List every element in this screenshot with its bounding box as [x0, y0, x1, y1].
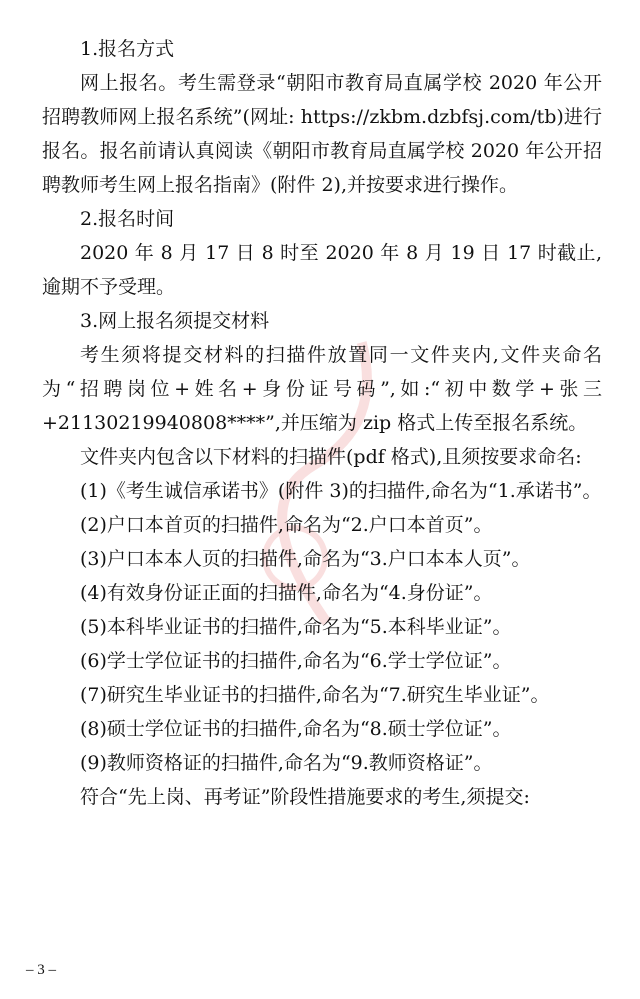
paragraph-registration-method: 网上报名。考生需登录“朝阳市教育局直属学校 2020 年公开招聘教师网上报名系统”(网址: https://zkbm.dzbfsj.com/tb)进行报名。报名前请认真阅读《朝阳市教育局直属学校 2020 年公开招聘教师考生网上报名指南》(附件 2),并按要求进行操作。 — [42, 72, 602, 196]
list-item-1: (1)《考生诚信承诺书》(附件 3)的扫描件,命名为“1.承诺书”。 — [80, 480, 602, 502]
paragraph-conditional-submission: 符合“先上岗、再考证”阶段性措施要求的考生,须提交: — [80, 786, 530, 808]
document-body — [42, 32, 602, 814]
section-heading-2: 2.报名时间 — [80, 208, 175, 230]
list-item-7: (7)研究生毕业证书的扫描件,命名为“7.研究生毕业证”。 — [80, 684, 550, 706]
section-heading-3: 3.网上报名须提交材料 — [80, 310, 270, 332]
section-heading-1: 1.报名方式 — [80, 38, 175, 60]
list-item-3: (3)户口本本人页的扫描件,命名为“3.户口本本人页”。 — [80, 548, 531, 570]
list-item-2: (2)户口本首页的扫描件,命名为“2.户口本首页”。 — [80, 514, 493, 536]
list-item-9: (9)教师资格证的扫描件,命名为“9.教师资格证”。 — [80, 752, 493, 774]
list-item-6: (6)学士学位证书的扫描件,命名为“6.学士学位证”。 — [80, 650, 512, 672]
paragraph-folder-contents: 文件夹内包含以下材料的扫描件(pdf 格式),且须按要求命名: — [80, 446, 582, 468]
paragraph-folder-instructions: 考生须将提交材料的扫描件放置同一文件夹内,文件夹命名为“招聘岗位+姓名+身份证号码”,如:“初中数学+张三+21130219940808****”,并压缩为 zip 格式上传至报名系统。 — [42, 344, 602, 434]
list-item-8: (8)硕士学位证书的扫描件,命名为“8.硕士学位证”。 — [80, 718, 512, 740]
list-item-4: (4)有效身份证正面的扫描件,命名为“4.身份证”。 — [80, 582, 493, 604]
page-number: – 3 – — [26, 962, 56, 978]
list-item-5: (5)本科毕业证书的扫描件,命名为“5.本科毕业证”。 — [80, 616, 512, 638]
paragraph-registration-time: 2020 年 8 月 17 日 8 时至 2020 年 8 月 19 日 17 时截止,逾期不予受理。 — [42, 242, 602, 298]
